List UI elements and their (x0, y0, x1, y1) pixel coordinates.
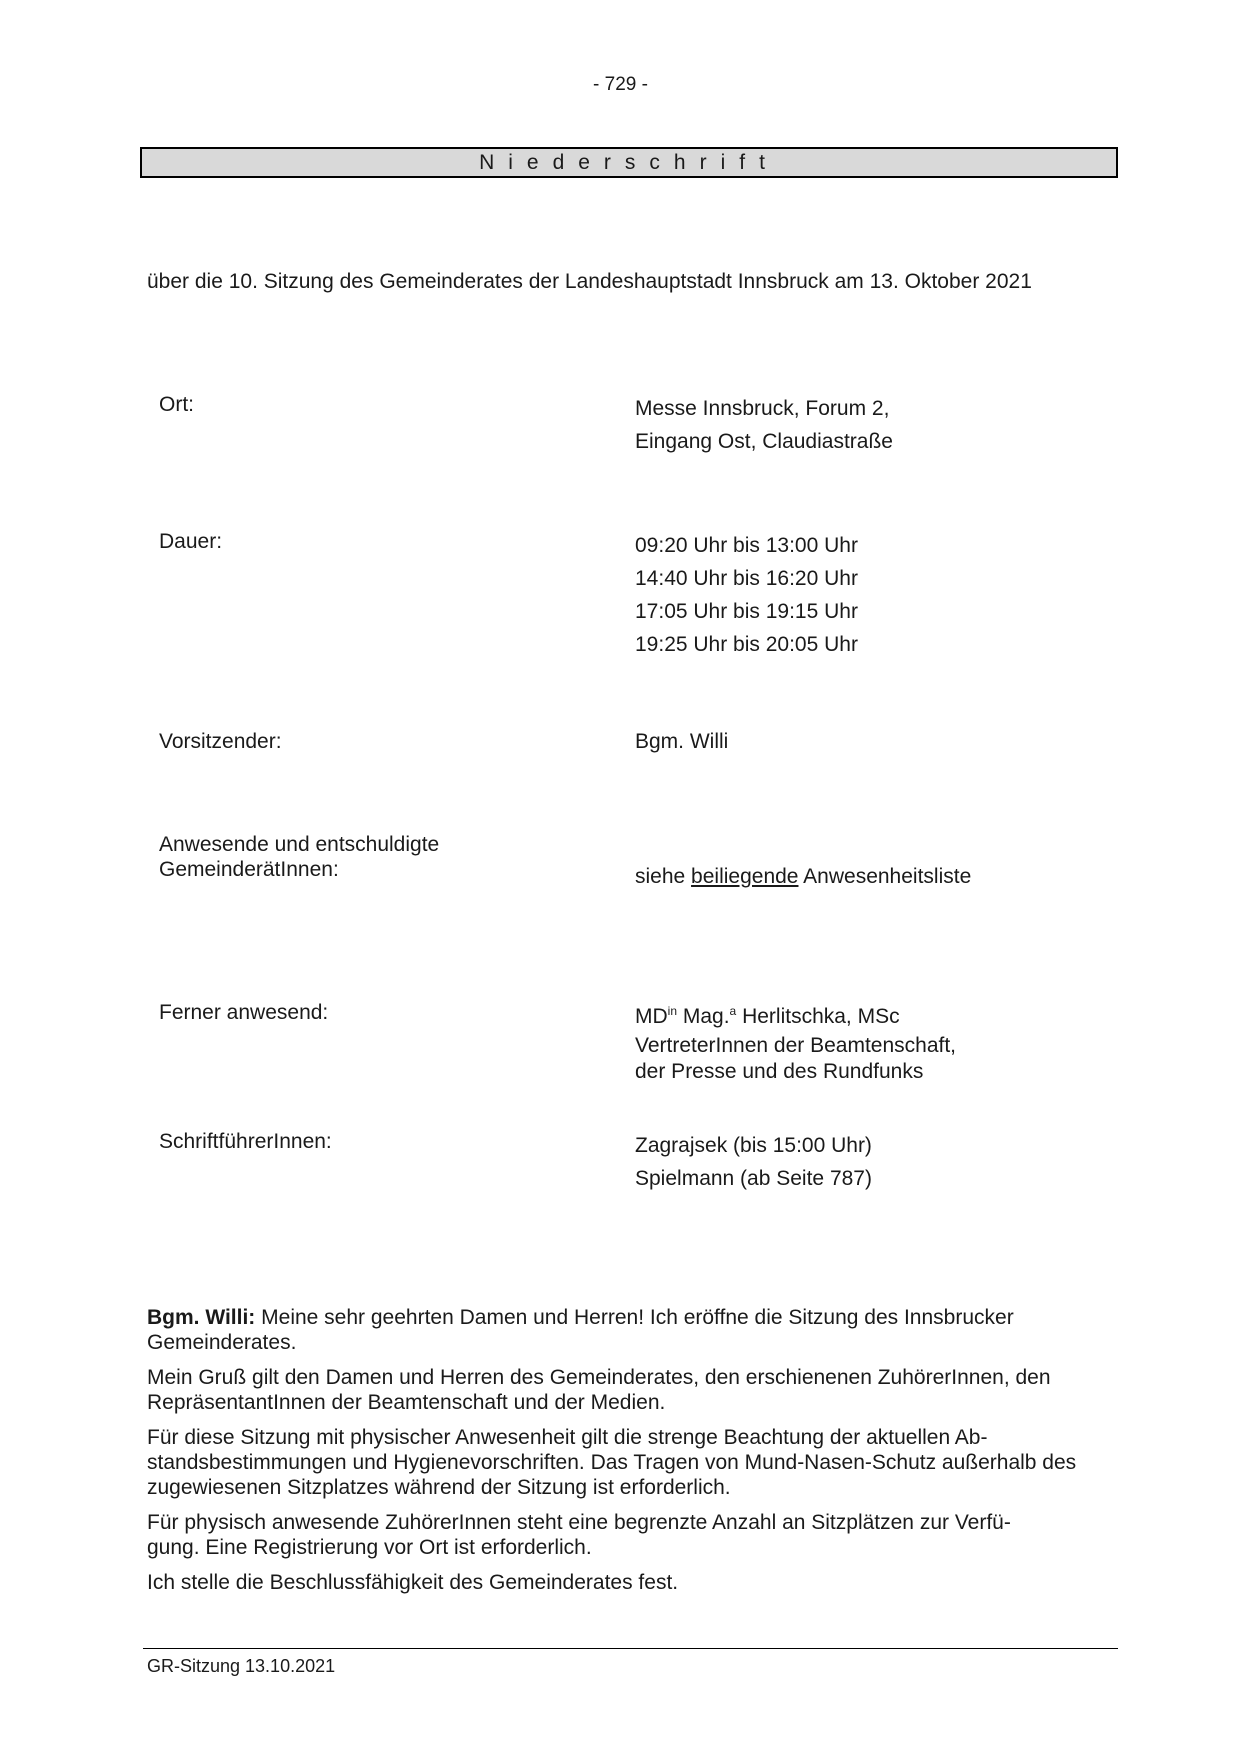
vorsitzender-label: Vorsitzender: (159, 730, 282, 753)
ferner-md-sup: in (667, 1004, 678, 1018)
vorsitzender-value: Bgm. Willi (635, 730, 729, 753)
speaker-name: Bgm. Willi: (147, 1306, 256, 1329)
body-paragraph-4 (147, 1510, 1127, 1560)
dauer-line-2: 14:40 Uhr bis 16:20 Uhr (635, 567, 858, 590)
anwesende-value (635, 864, 971, 889)
ferner-md: MD (635, 1005, 668, 1028)
document-title: Niederschrift (140, 147, 1118, 178)
dauer-line-4: 19:25 Uhr bis 20:05 Uhr (635, 633, 858, 656)
schriftfuehrer-label: SchriftführerInnen: (159, 1130, 332, 1153)
footer-divider (143, 1648, 1118, 1649)
body-p3-rest: standsbestimmungen und Hygienevorschriften. Das Tragen von Mund-Nasen-Schutz außerhalb des zugewiesenen Sitzplatzes während der Sitzung ist erforderlich. (147, 1451, 1077, 1499)
ferner-line-2: VertreterInnen der Beamtenschaft, (635, 1034, 957, 1057)
anwesende-value-pre: siehe (635, 865, 692, 888)
ort-line-1: Messe Innsbruck, Forum 2, (635, 397, 890, 420)
anwesende-value-post: Anwesenheitsliste (798, 865, 972, 888)
footer-text: GR-Sitzung 13.10.2021 (147, 1656, 336, 1676)
body-paragraph-3 (147, 1425, 1127, 1500)
ort-label: Ort: (159, 393, 194, 416)
ferner-mag-sup: a (729, 1004, 737, 1018)
ort-value (635, 392, 893, 458)
schriftfuehrer-line-1: Zagrajsek (bis 15:00 Uhr) (635, 1134, 872, 1157)
dauer-label: Dauer: (159, 530, 223, 553)
body-paragraph-5: Ich stelle die Beschlussfähigkeit des Gemeinderates fest. (147, 1571, 679, 1594)
anwesende-label (159, 832, 439, 882)
body-p3-line-1: Für diese Sitzung mit physischer Anwesenheit gilt die strenge Beachtung der aktuellen Ab- (147, 1426, 988, 1449)
anwesende-value-underlined: beiliegende (691, 865, 799, 888)
ferner-value (635, 1000, 956, 1085)
body-paragraph-2: Mein Gruß gilt den Damen und Herren des Gemeinderates, den erschienenen ZuhörerInnen, den RepräsentantInnen der Beamtenschaft und der Medien. (147, 1366, 1051, 1414)
intro-line: über die 10. Sitzung des Gemeinderates der Landeshauptstadt Innsbruck am 13. Oktober 2021 (147, 270, 1032, 293)
ferner-label: Ferner anwesend: (159, 1001, 329, 1024)
body-p1-text: Meine sehr geehrten Damen und Herren! Ich eröffne die Sitzung des Innsbrucker Gemeinderates. (147, 1306, 1014, 1354)
schriftfuehrer-value (635, 1129, 872, 1195)
body-p4-rest: gung. Eine Registrierung vor Ort ist erforderlich. (147, 1536, 592, 1559)
dauer-line-1: 09:20 Uhr bis 13:00 Uhr (635, 534, 858, 557)
body-text (147, 1305, 1127, 1605)
body-paragraph-1 (147, 1305, 1127, 1355)
anwesende-label-line-1: Anwesende und entschuldigte (159, 833, 440, 856)
ferner-line-1 (635, 1000, 956, 1033)
ort-line-2: Eingang Ost, Claudiastraße (635, 430, 893, 453)
dauer-line-3: 17:05 Uhr bis 19:15 Uhr (635, 600, 858, 623)
schriftfuehrer-line-2: Spielmann (ab Seite 787) (635, 1167, 872, 1190)
ferner-name: Herlitschka, MSc (736, 1005, 900, 1028)
ferner-mag: Mag. (677, 1005, 730, 1028)
page-number: - 729 - (593, 74, 648, 95)
body-p4-line-1: Für physisch anwesende ZuhörerInnen steht eine begrenzte Anzahl an Sitzplätzen zur Verfü- (147, 1511, 1011, 1534)
ferner-line-3: der Presse und des Rundfunks (635, 1060, 924, 1083)
anwesende-label-line-2: GemeinderätInnen: (159, 858, 339, 881)
dauer-value (635, 529, 858, 661)
